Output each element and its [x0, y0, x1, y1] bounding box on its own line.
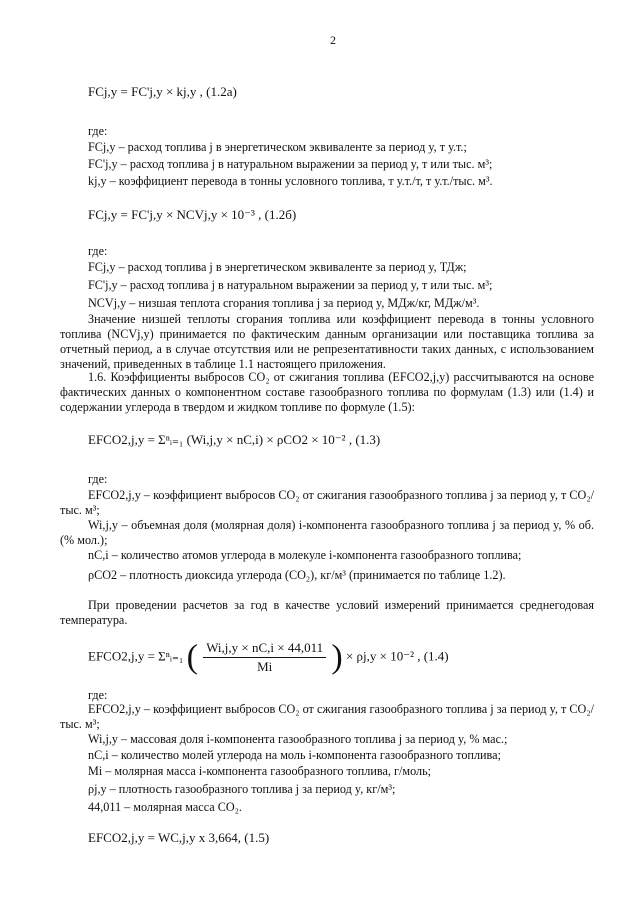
definition-w-vol: Wi,j,y – объемная доля (молярная доля) i-компонента газообразного топлива j за период y, % об. (% мол.);	[60, 518, 594, 547]
definition-molar-mass-co2: 44,011 – молярная масса CO₂.	[88, 800, 242, 814]
definition-fc: FCj,y – расход топлива j в энергетическом эквиваленте за период y, т у.т.;	[88, 140, 467, 154]
formula-1-5: EFCO2,j,y = WC,j,y x 3,664, (1.5)	[88, 830, 270, 845]
paragraph-ncv: Значение низшей теплоты сгорания топлива или коэффициент перевода в тонны условного топлива (NCVj,y) принимается по фактическим данным организации или поставщика топлива за отчетный период, а в случае отсутствия или не репрезентативности таких данных, с использованием значений, приведенных в таблице 1.1 настоящего приложения.	[60, 312, 594, 371]
left-paren-icon: (	[186, 638, 198, 676]
formula-1-4	[88, 640, 594, 675]
definition-rho: ρj,y – плотность газообразного топлива j за период y, кг/м³;	[88, 782, 396, 796]
definition-m: Mi – молярная масса i-компонента газообразного топлива, г/моль;	[88, 764, 432, 778]
definition-w-mass: Wi,j,y – массовая доля i-компонента газообразного топлива j за период y, % мас.;	[88, 732, 508, 746]
paragraph-temperature: При проведении расчетов за год в качестве условий измерений принимается среднегодовая температура.	[60, 598, 594, 627]
definition-rho-co2: ρCO2 – плотность диоксида углерода (CO₂), кг/м³ (принимается по таблице 1.2).	[88, 568, 506, 582]
definition-nc-moles: nC,i – количество молей углерода на моль i-компонента газообразного топлива;	[88, 748, 501, 762]
formula-1-4-fraction	[203, 640, 326, 675]
formula-1-3: EFCO2,j,y = Σⁿᵢ₌₁ (Wi,j,y × nC,i) × ρCO2 × 10⁻² , (1.3)	[88, 432, 381, 447]
right-paren-icon: )	[331, 638, 343, 676]
definition-nc-atoms: nC,i – количество атомов углерода в молекуле i-компонента газообразного топлива;	[88, 548, 522, 562]
formula-1-4-rhs: × ρj,y × 10⁻² , (1.4)	[345, 648, 449, 664]
where-1-2a: где:	[88, 124, 108, 138]
fraction-denominator: Mi	[257, 658, 273, 674]
definition-ncv: NCVj,y – низшая теплота сгорания топлива j за период y, МДж/кг, МДж/м³.	[88, 296, 480, 310]
definition-fc-prime-2: FC'j,y – расход топлива j в натуральном выражении за период y, т или тыс. м³;	[88, 278, 493, 292]
where-1-3: где:	[88, 472, 108, 486]
definition-fc-prime: FC'j,y – расход топлива j в натуральном выражении за период y, т или тыс. м³;	[88, 157, 493, 171]
where-1-2b: где:	[88, 244, 108, 258]
paragraph-1-6: 1.6. Коэффициенты выбросов CO₂ от сжигания топлива (EFCO2,j,y) рассчитываются на основе фактических данных о компонентном составе газообразного топлива по формулам (1.3) или (1.4) и содержании углерода в твердом и жидком топливе по формуле (1.5):	[60, 370, 594, 414]
formula-1-2b: FCj,y = FC'j,y × NCVj,y × 10⁻³ , (1.2б)	[88, 207, 297, 222]
definition-ef-1-4: EFCO2,j,y – коэффициент выбросов CO₂ от сжигания газообразного топлива j за период y, т CO₂/тыс. м³;	[60, 702, 594, 731]
page-number: 2	[330, 33, 336, 47]
definition-k: kj,y – коэффициент перевода в тонны условного топлива, т у.т./т, т у.т./тыс. м³.	[88, 174, 493, 188]
definition-ef-1-3: EFCO2,j,y – коэффициент выбросов CO₂ от сжигания газообразного топлива j за период y, т CO₂/тыс. м³;	[60, 488, 594, 517]
fraction-numerator: Wi,j,y × nC,i × 44,011	[203, 640, 326, 658]
formula-1-2a: FCj,y = FC'j,y × kj,y , (1.2a)	[88, 84, 237, 99]
where-1-4: где:	[88, 688, 108, 702]
definition-fc-tj: FCj,y – расход топлива j в энергетическом эквиваленте за период y, ТДж;	[88, 260, 467, 274]
formula-1-4-lhs: EFCO2,j,y = Σⁿᵢ₌₁	[88, 648, 184, 664]
